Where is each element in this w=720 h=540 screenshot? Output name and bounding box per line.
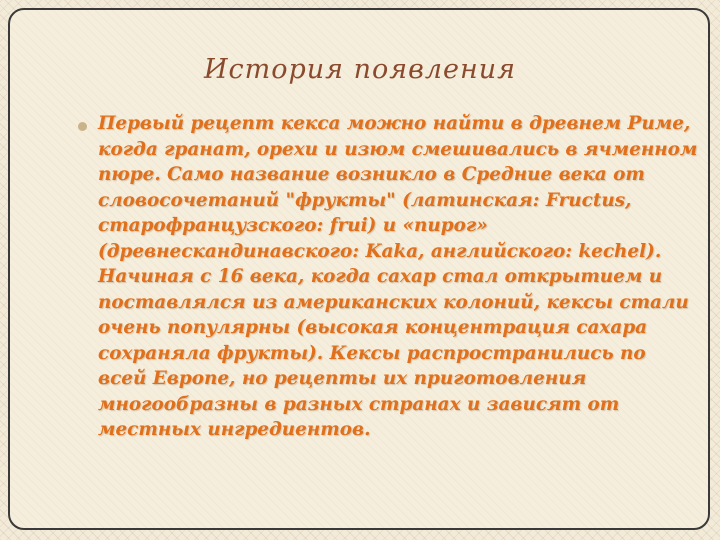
slide-body-text: Первый рецепт кекса можно найти в древнем Риме, когда гранат, орехи и изюм смешивались в ячменном пюре. Само название возникло в Средние века от словосочетаний "фрукты" (латинская: Fructus, старофранцузского: frui) и «пирог» (древнескандинавского: Kaka, английского: kechel). Начиная с 16 века, когда сахар стал открытием и поставлялся из американских колоний, кексы стали очень популярны (высокая концентрация сахара сохраняла фрукты). Кексы распространились по всей Европе, но рецепты их приготовления многообразны в разных странах и зависят от местных ингредиентов. <box>98 113 698 440</box>
slide-title: История появления <box>203 54 517 85</box>
bullet-icon <box>78 122 87 131</box>
